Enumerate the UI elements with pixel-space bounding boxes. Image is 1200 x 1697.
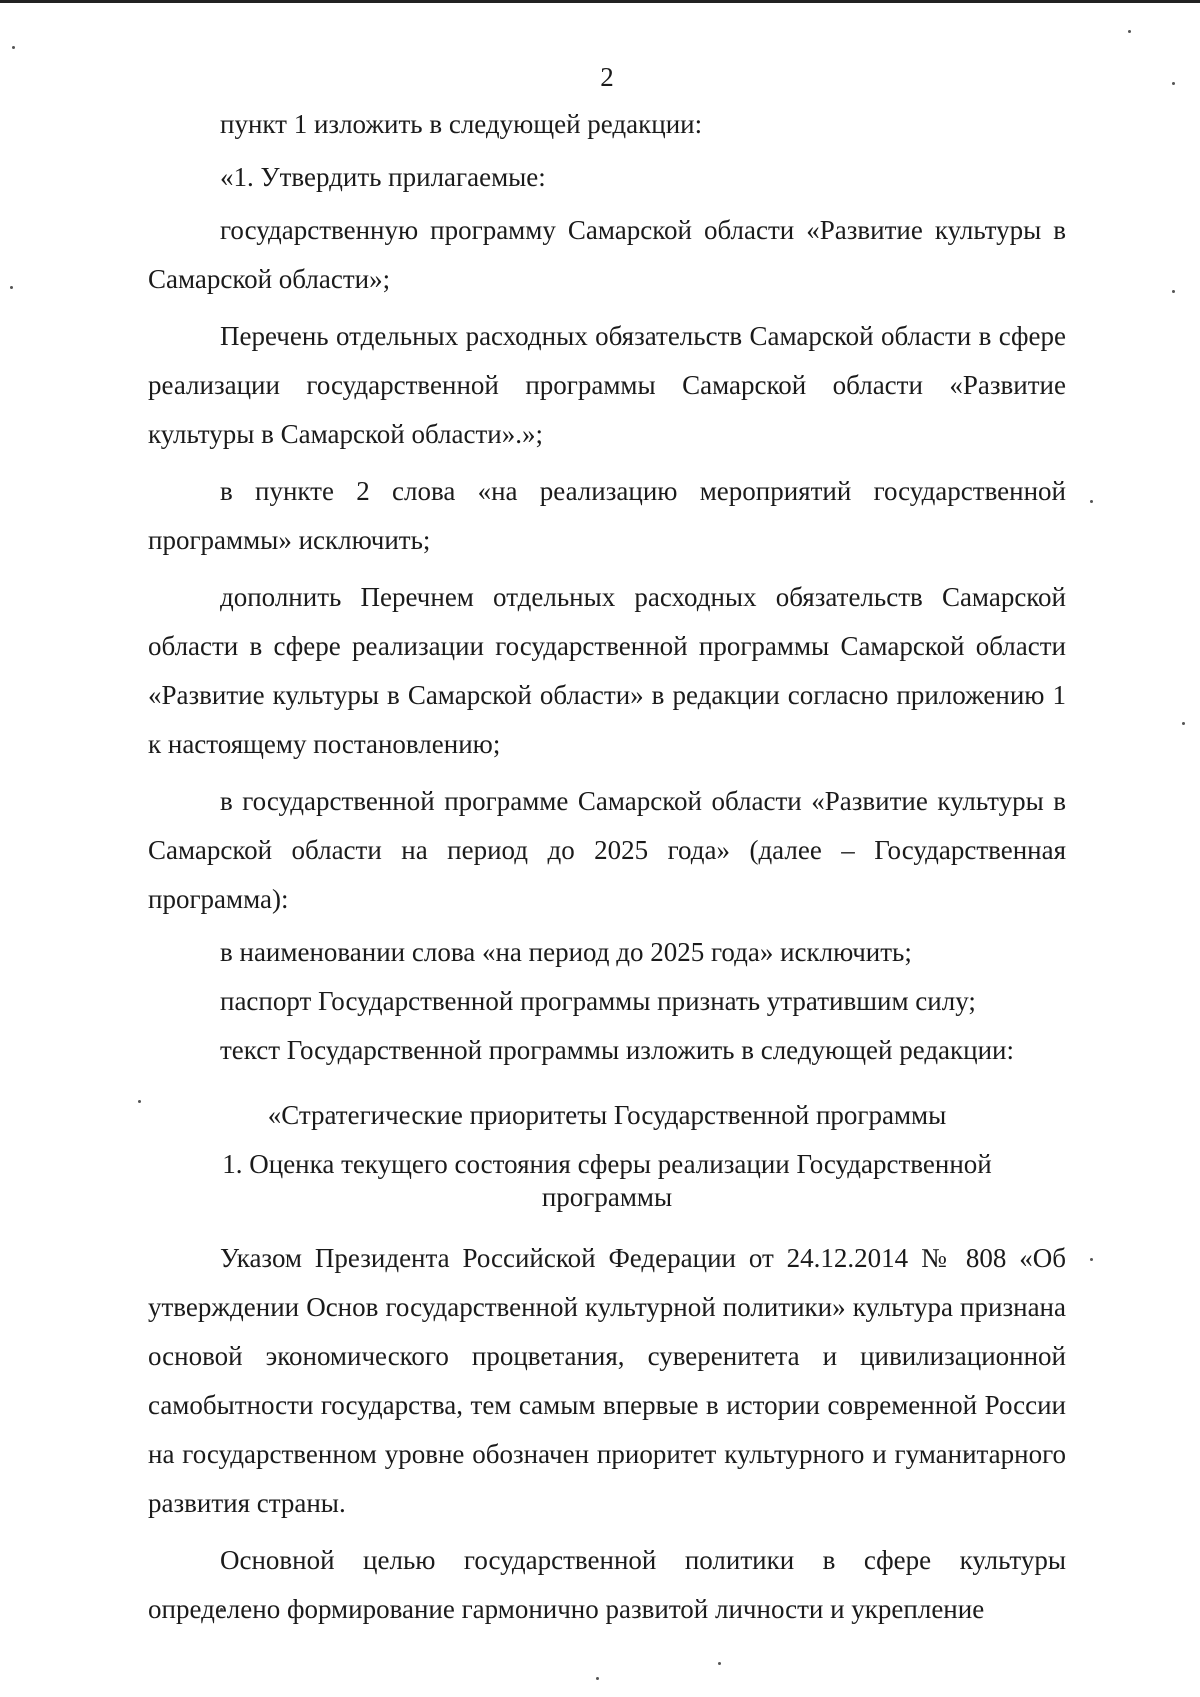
paragraph: в наименовании слова «на период до 2025 года» исключить;	[220, 937, 912, 967]
scan-speck	[138, 1100, 141, 1103]
paragraph: текст Государственной программы изложить в следующей редакции:	[220, 1035, 1015, 1065]
subsection-heading: 1. Оценка текущего состояния сферы реализации Государственной программы	[222, 1149, 992, 1212]
paragraph: пункт 1 изложить в следующей редакции:	[220, 109, 703, 139]
body-paragraph: Указом Президента Российской Федерации от 24.12.2014 № 808 «Об утверждении Основ государственной культурной политики» культура признана основой экономического процветания, суверенитета и цивилизационной самобытности государства, тем самым впервые в истории современной России на государственном уровне обозначен приоритет культурного и гуманитарного развития страны.	[148, 1243, 1066, 1518]
page-number: 2	[600, 62, 614, 92]
paragraph: государственную программу Самарской области «Развитие культуры в Самарской области»;	[148, 215, 1066, 294]
scan-speck	[1172, 82, 1175, 85]
section-heading: «Стратегические приоритеты Государственной программы	[267, 1100, 947, 1130]
scan-speck	[1182, 722, 1185, 725]
paragraph: «1. Утвердить прилагаемые:	[220, 162, 546, 192]
scan-speck	[718, 1662, 721, 1665]
top-scan-border	[0, 0, 1200, 3]
paragraph: в пункте 2 слова «на реализацию мероприятий государственной программы» исключить;	[148, 476, 1066, 555]
paragraph: дополнить Перечнем отдельных расходных обязательств Самарской области в сфере реализации государственной программы Самарской области «Развитие культуры в Самарской области» в редакции согласно приложению 1 к настоящему постановлению;	[148, 582, 1066, 759]
scan-speck	[10, 286, 13, 289]
scan-speck	[1090, 1258, 1093, 1261]
paragraph: Перечень отдельных расходных обязательств Самарской области в сфере реализации государственной программы Самарской области «Развитие культуры в Самарской области».»;	[148, 321, 1066, 449]
scan-speck	[1172, 290, 1175, 293]
body-paragraph: Основной целью государственной политики в сфере культуры определено формирование гармонично развитой личности и укрепление	[148, 1545, 1066, 1624]
paragraph: паспорт Государственной программы признать утратившим силу;	[220, 986, 976, 1016]
scan-speck	[12, 46, 15, 49]
paragraph: в государственной программе Самарской области «Развитие культуры в Самарской области на период до 2025 года» (далее – Государственная программа):	[148, 786, 1066, 914]
scan-speck	[1128, 30, 1131, 33]
scan-speck	[1090, 500, 1093, 503]
scan-speck	[596, 1677, 599, 1680]
document-page	[148, 56, 1066, 1634]
